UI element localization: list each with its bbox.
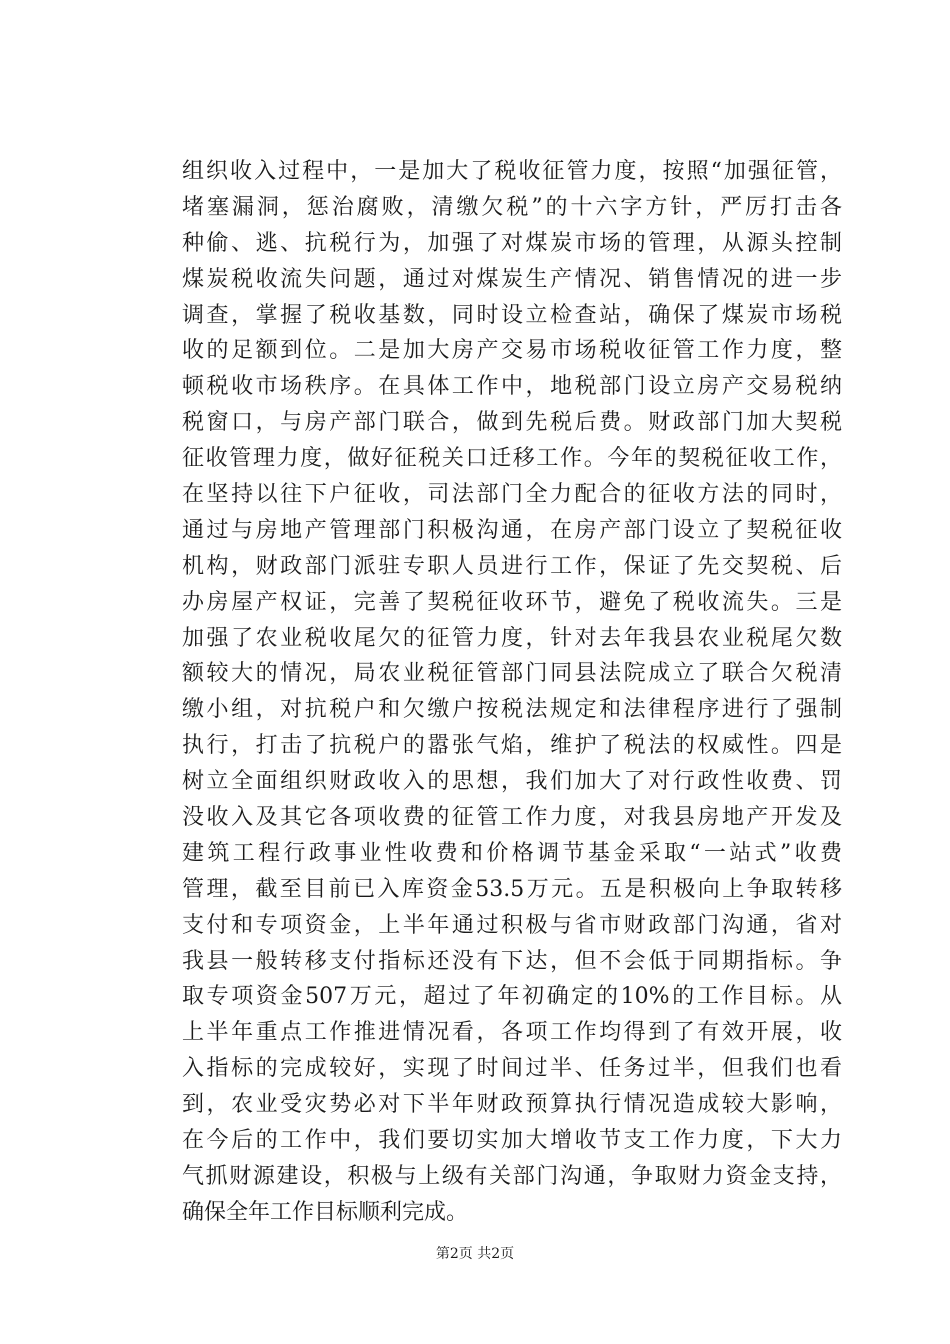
text-line: 调查，掌握了税收基数，同时设立检查站，确保了煤炭市场税 [182, 302, 842, 328]
page-footer [0, 1244, 950, 1264]
text-line: 缴小组，对抗税户和欠缴户按税法规定和法律程序进行了强制 [182, 697, 842, 723]
page-number-label: 第2页 共2页 [435, 1246, 515, 1262]
text-line: 上半年重点工作推进情况看，各项工作均得到了有效开展，收 [182, 1020, 842, 1046]
text-line: 顿税收市场秩序。在具体工作中，地税部门设立房产交易税纳 [182, 374, 842, 400]
text-line: 在今后的工作中，我们要切实加大增收节支工作力度，下大力 [182, 1128, 842, 1154]
text-line: 没收入及其它各项收费的征管工作力度，对我县房地产开发及 [182, 805, 842, 831]
text-line: 在坚持以往下户征收，司法部门全力配合的征收方法的同时， [182, 482, 842, 508]
text-line: 建筑工程行政事业性收费和价格调节基金采取“一站式”收费 [182, 840, 842, 866]
text-line: 加强了农业税收尾欠的征管力度，针对去年我县农业税尾欠数 [182, 625, 842, 651]
text-line: 气抓财源建设，积极与上级有关部门沟通，争取财力资金支持， [182, 1163, 842, 1189]
text-line: 我县一般转移支付指标还没有下达，但不会低于同期指标。争 [182, 948, 842, 974]
text-line: 税窗口，与房产部门联合，做到先税后费。财政部门加大契税 [182, 410, 842, 436]
text-line: 收的足额到位。二是加大房产交易市场税收征管工作力度，整 [182, 338, 842, 364]
text-line: 通过与房地产管理部门积极沟通，在房产部门设立了契税征收 [182, 517, 842, 543]
text-line: 支付和专项资金，上半年通过积极与省市财政部门沟通，省对 [182, 912, 842, 938]
text-line: 入指标的完成较好，实现了时间过半、任务过半，但我们也看 [182, 1056, 842, 1082]
text-line: 征收管理力度，做好征税关口迁移工作。今年的契税征收工作， [182, 446, 842, 472]
text-line: 取专项资金507万元，超过了年初确定的10%的工作目标。从 [182, 984, 842, 1010]
text-line-last: 确保全年工作目标顺利完成。 [182, 1199, 469, 1225]
text-line: 种偷、逃、抗税行为，加强了对煤炭市场的管理，从源头控制 [182, 230, 842, 256]
text-line: 树立全面组织财政收入的思想，我们加大了对行政性收费、罚 [182, 769, 842, 795]
text-line: 执行，打击了抗税户的嚣张气焰，维护了税法的权威性。四是 [182, 733, 842, 759]
text-line: 机构，财政部门派驻专职人员进行工作，保证了先交契税、后 [182, 553, 842, 579]
text-line: 堵塞漏洞，惩治腐败，清缴欠税”的十六字方针，严厉打击各 [182, 194, 842, 220]
text-line: 管理，截至目前已入库资金53.5万元。五是积极向上争取转移 [182, 876, 842, 902]
text-line: 煤炭税收流失问题，通过对煤炭生产情况、销售情况的进一步 [182, 266, 842, 292]
body-paragraph [182, 154, 842, 1231]
text-line: 到，农业受灾势必对下半年财政预算执行情况造成较大影响， [182, 1092, 842, 1118]
text-line: 办房屋产权证，完善了契税征收环节，避免了税收流失。三是 [182, 589, 842, 615]
text-line: 组织收入过程中，一是加大了税收征管力度，按照“加强征管， [182, 159, 842, 184]
text-line: 额较大的情况，局农业税征管部门同县法院成立了联合欠税清 [182, 661, 842, 687]
